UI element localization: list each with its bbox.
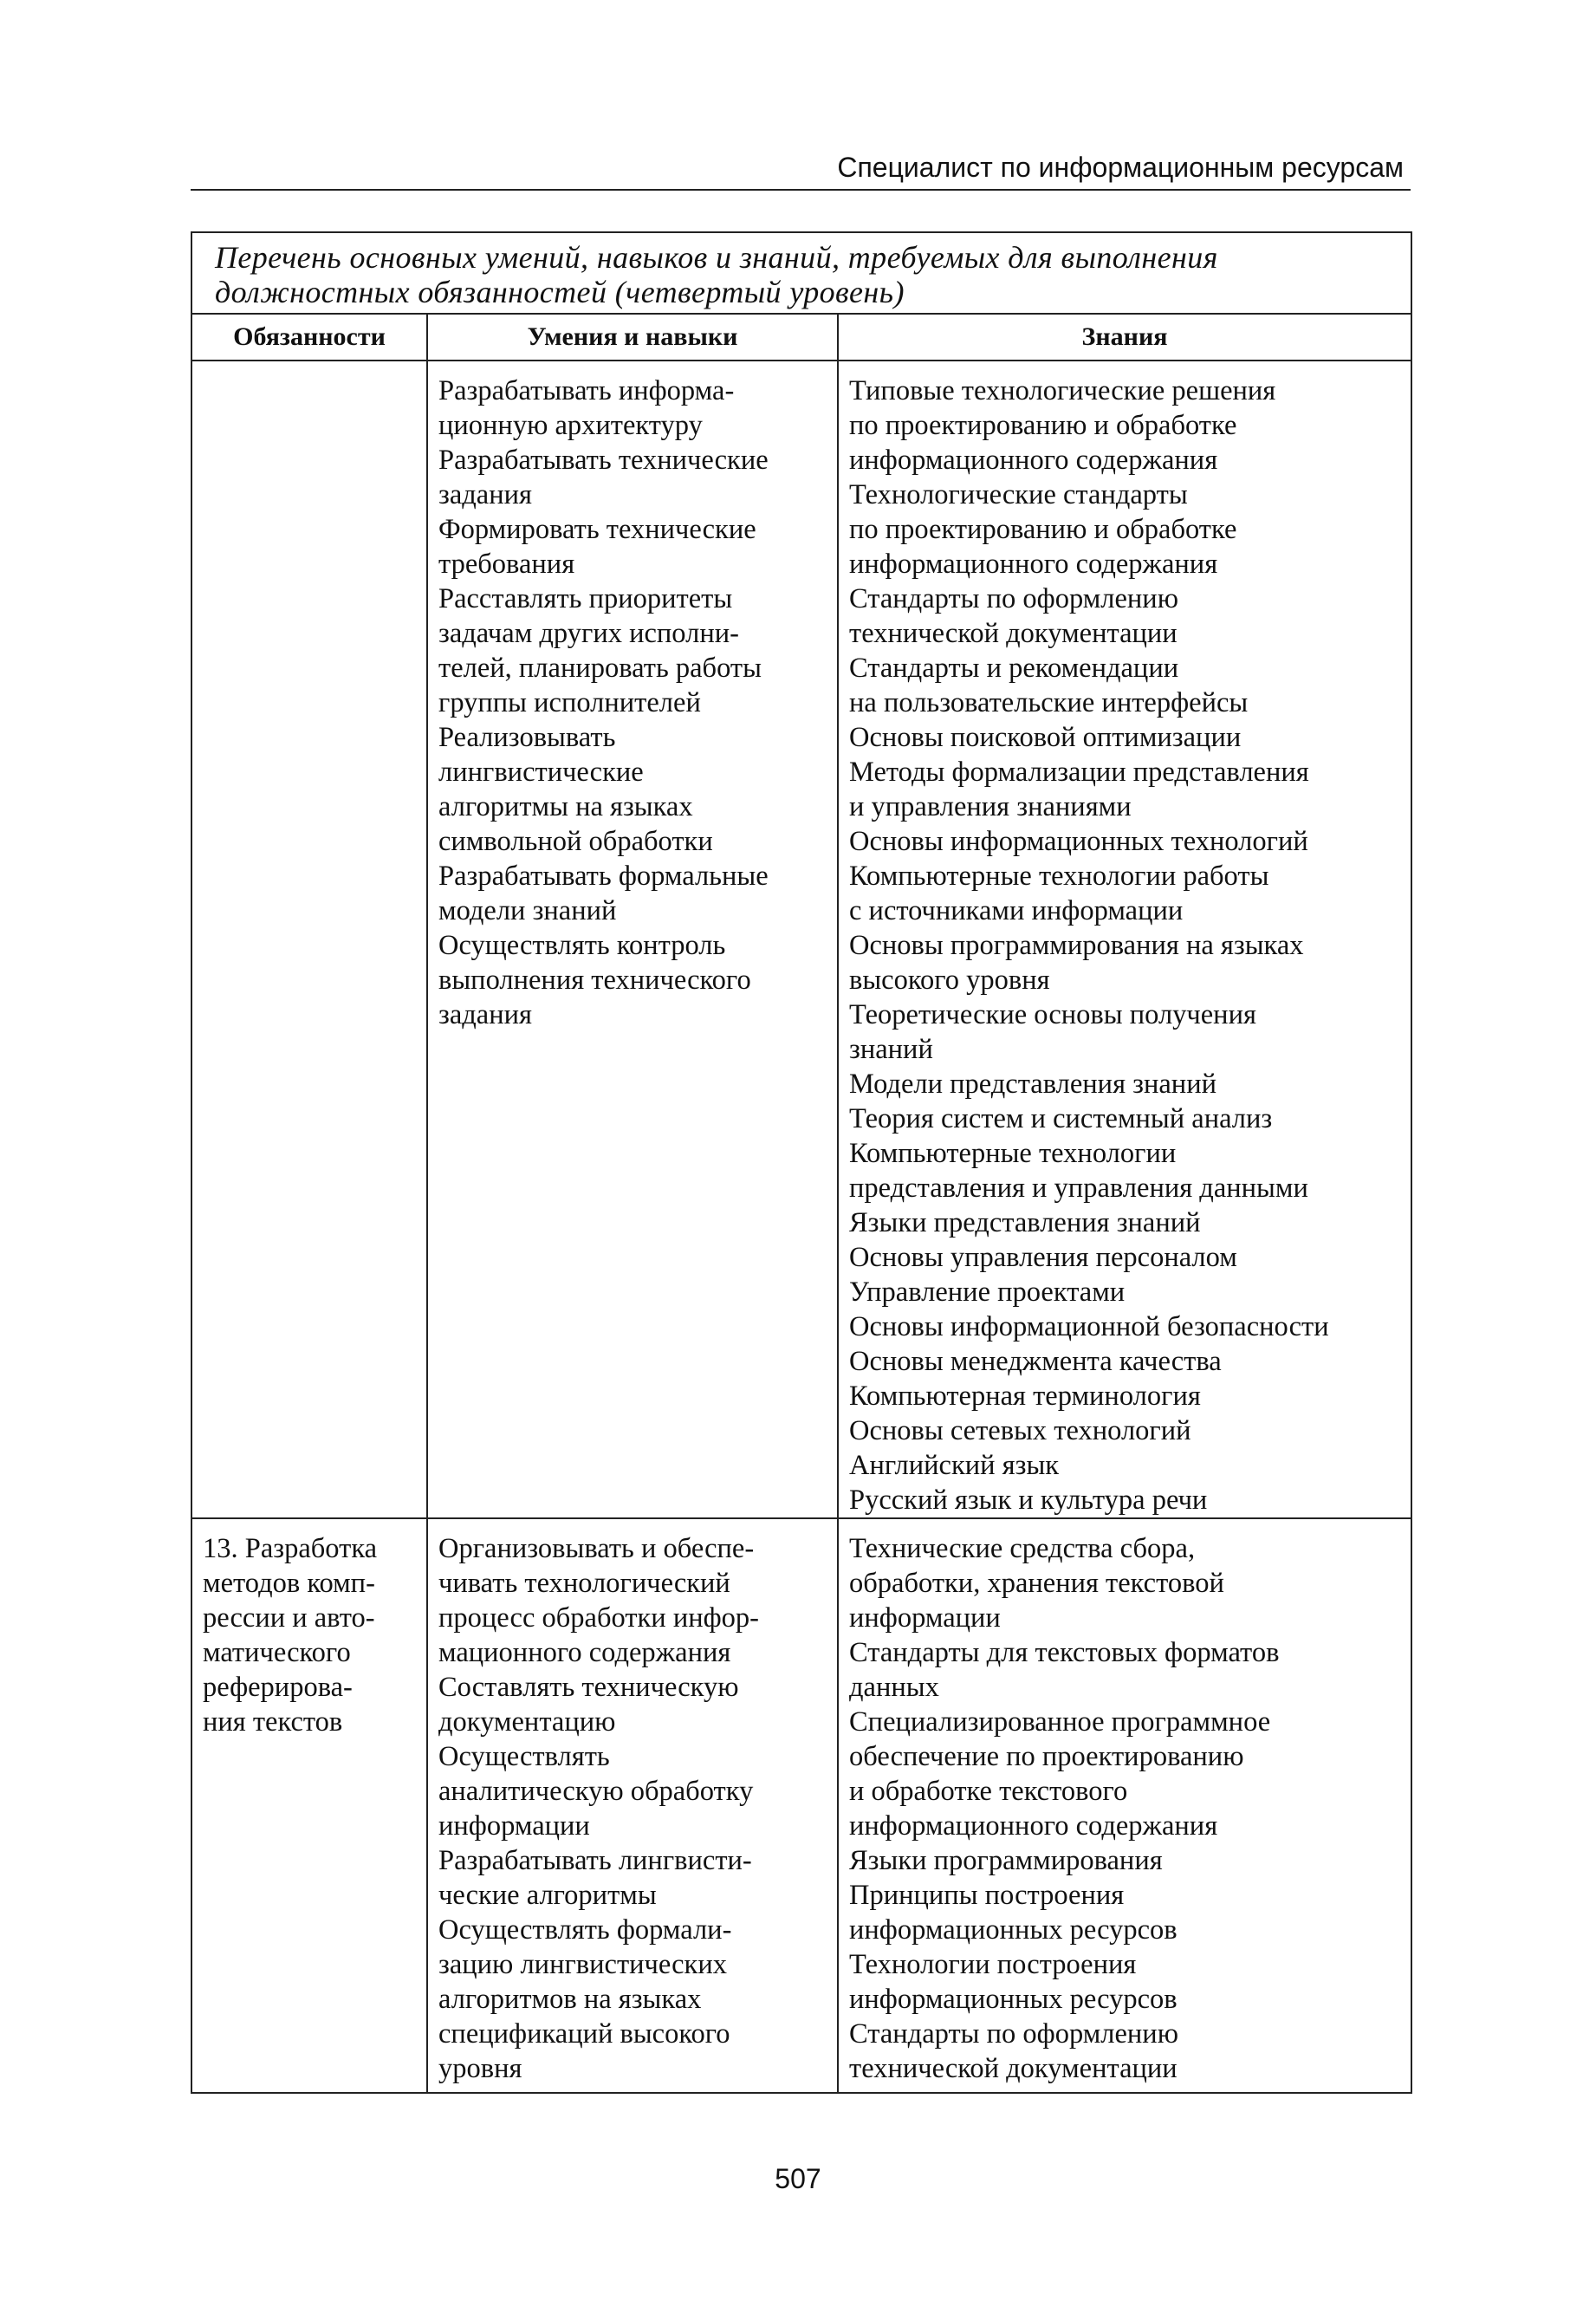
cell-line: уровня: [438, 2053, 522, 2084]
cell-line: Осуществлять: [438, 1741, 610, 1772]
cell-line: зацию лингвистических: [438, 1949, 727, 1980]
header-rule: [191, 189, 1411, 191]
cell-line: по проектированию и обработке: [849, 514, 1237, 545]
cell-line: Управление проектами: [849, 1277, 1126, 1308]
cell-line: информационного содержания: [849, 549, 1218, 580]
cell-line: Стандарты и рекомендации: [849, 653, 1179, 684]
cell-line: алгоритмы на языках: [438, 791, 693, 822]
cell-line: и обработке текстового: [849, 1776, 1128, 1807]
cell-line: Основы программирования на языках: [849, 930, 1304, 961]
cell-line: технической документации: [849, 2053, 1178, 2084]
skills-cell: [427, 361, 838, 1518]
cell-line: Языки программирования: [849, 1845, 1163, 1876]
cell-line: требования: [438, 549, 575, 580]
cell-line: Осуществлять контроль: [438, 930, 726, 961]
cell-line: Компьютерные технологии: [849, 1138, 1177, 1169]
cell-line: матического: [203, 1637, 351, 1668]
cell-line: Технологии построения: [849, 1949, 1137, 1980]
cell-line: задачам других исполни-: [438, 618, 739, 649]
cell-line: по проектированию и обработке: [849, 410, 1237, 441]
column-header-skills: Умения и навыки: [427, 314, 838, 361]
cell-line: Стандарты по оформлению: [849, 583, 1178, 614]
cell-line: Принципы построения: [849, 1880, 1125, 1911]
cell-line: Типовые технологические решения: [849, 375, 1276, 406]
cell-line: Технологические стандарты: [849, 479, 1188, 510]
cell-line: Реализовывать: [438, 722, 616, 753]
cell-line: данных: [849, 1672, 939, 1703]
cell-line: Специализированное программное: [849, 1706, 1271, 1738]
duties-cell: [191, 1518, 427, 2093]
cell-line: информации: [849, 1602, 1001, 1634]
cell-line: и управления знаниями: [849, 791, 1132, 822]
cell-line: Разрабатывать информа-: [438, 375, 735, 406]
cell-line: обработки, хранения текстовой: [849, 1568, 1224, 1599]
cell-line: Стандарты для текстовых форматов: [849, 1637, 1280, 1668]
cell-line: Составлять техническую: [438, 1672, 739, 1703]
cell-line: Технические средства сбора,: [849, 1533, 1196, 1564]
skills-cell: [427, 1518, 838, 2093]
knowledge-cell: [838, 1518, 1411, 2093]
table-row: [191, 1518, 1411, 2093]
cell-line: Русский язык и культура речи: [849, 1485, 1208, 1516]
cell-line: ния текстов: [203, 1706, 343, 1738]
cell-line: информационного содержания: [849, 445, 1218, 476]
cell-line: ционную архитектуру: [438, 410, 703, 441]
cell-line: лингвистические: [438, 757, 644, 788]
caption-line: Перечень основных умений, навыков и знаний, требуемых для выполнения: [215, 240, 1218, 275]
cell-line: технической документации: [849, 618, 1178, 649]
cell-line: методов комп-: [203, 1568, 375, 1599]
cell-line: алгоритмов на языках: [438, 1984, 702, 2015]
table-caption-row: [191, 232, 1411, 314]
duties-cell: [191, 361, 427, 1518]
cell-line: обеспечение по проектированию: [849, 1741, 1244, 1772]
column-header-duties: Обязанности: [191, 314, 427, 361]
cell-line: выполнения технического: [438, 965, 751, 996]
cell-line: информационного содержания: [849, 1810, 1218, 1842]
cell-line: Модели представления знаний: [849, 1069, 1216, 1100]
table-row: [191, 361, 1411, 1518]
cell-line: Методы формализации представления: [849, 757, 1309, 788]
cell-line: Компьютерные технологии работы: [849, 861, 1269, 892]
cell-line: Основы управления персоналом: [849, 1242, 1237, 1273]
cell-line: представления и управления данными: [849, 1173, 1308, 1204]
cell-line: мационного содержания: [438, 1637, 731, 1668]
cell-line: чивать технологический: [438, 1568, 730, 1599]
column-header-knowledge: Знания: [838, 314, 1411, 361]
cell-line: Формировать технические: [438, 514, 756, 545]
caption-line: должностных обязанностей (четвертый уровень): [215, 275, 905, 309]
cell-line: рессии и авто-: [203, 1602, 375, 1634]
cell-line: Разрабатывать лингвисти-: [438, 1845, 752, 1876]
cell-line: Основы менеджмента качества: [849, 1346, 1222, 1377]
cell-line: Осуществлять формали-: [438, 1914, 732, 1946]
cell-line: Разрабатывать технические: [438, 445, 769, 476]
cell-line: Языки представления знаний: [849, 1207, 1201, 1238]
running-title: Специалист по информационным ресурсам: [837, 152, 1404, 183]
page-number: 507: [775, 2163, 821, 2194]
cell-line: Английский язык: [849, 1450, 1060, 1481]
cell-line: Основы сетевых технологий: [849, 1415, 1191, 1446]
cell-line: 13. Разработка: [203, 1533, 378, 1564]
cell-line: Стандарты по оформлению: [849, 2018, 1178, 2050]
cell-line: Компьютерная терминология: [849, 1381, 1201, 1412]
cell-line: аналитическую обработку: [438, 1776, 754, 1807]
cell-line: Теоретические основы получения: [849, 999, 1256, 1030]
cell-line: спецификаций высокого: [438, 2018, 730, 2050]
cell-line: Организовывать и обеспе-: [438, 1533, 755, 1564]
cell-line: информационных ресурсов: [849, 1914, 1178, 1946]
cell-line: знаний: [849, 1034, 933, 1065]
cell-line: символьной обработки: [438, 826, 713, 857]
cell-line: задания: [438, 999, 532, 1030]
knowledge-cell: [838, 361, 1411, 1518]
cell-line: группы исполнителей: [438, 687, 701, 718]
cell-line: телей, планировать работы: [438, 653, 762, 684]
cell-line: Основы информационных технологий: [849, 826, 1308, 857]
cell-line: ческие алгоритмы: [438, 1880, 657, 1911]
cell-line: модели знаний: [438, 895, 617, 926]
cell-line: Основы поисковой оптимизации: [849, 722, 1242, 753]
cell-line: информационных ресурсов: [849, 1984, 1178, 2015]
cell-line: Теория систем и системный анализ: [849, 1103, 1273, 1134]
column-header-row: [191, 314, 1411, 361]
cell-line: на пользовательские интерфейсы: [849, 687, 1249, 718]
cell-line: документацию: [438, 1706, 616, 1738]
cell-line: реферирова-: [203, 1672, 353, 1703]
cell-line: Основы информационной безопасности: [849, 1311, 1329, 1342]
cell-line: Расставлять приоритеты: [438, 583, 733, 614]
cell-line: информации: [438, 1810, 590, 1842]
competency-table: [191, 231, 1412, 2094]
table-caption: [191, 232, 1411, 314]
cell-line: процесс обработки инфор-: [438, 1602, 759, 1634]
cell-line: Разрабатывать формальные: [438, 861, 769, 892]
cell-line: задания: [438, 479, 532, 510]
cell-line: с источниками информации: [849, 895, 1184, 926]
cell-line: высокого уровня: [849, 965, 1050, 996]
